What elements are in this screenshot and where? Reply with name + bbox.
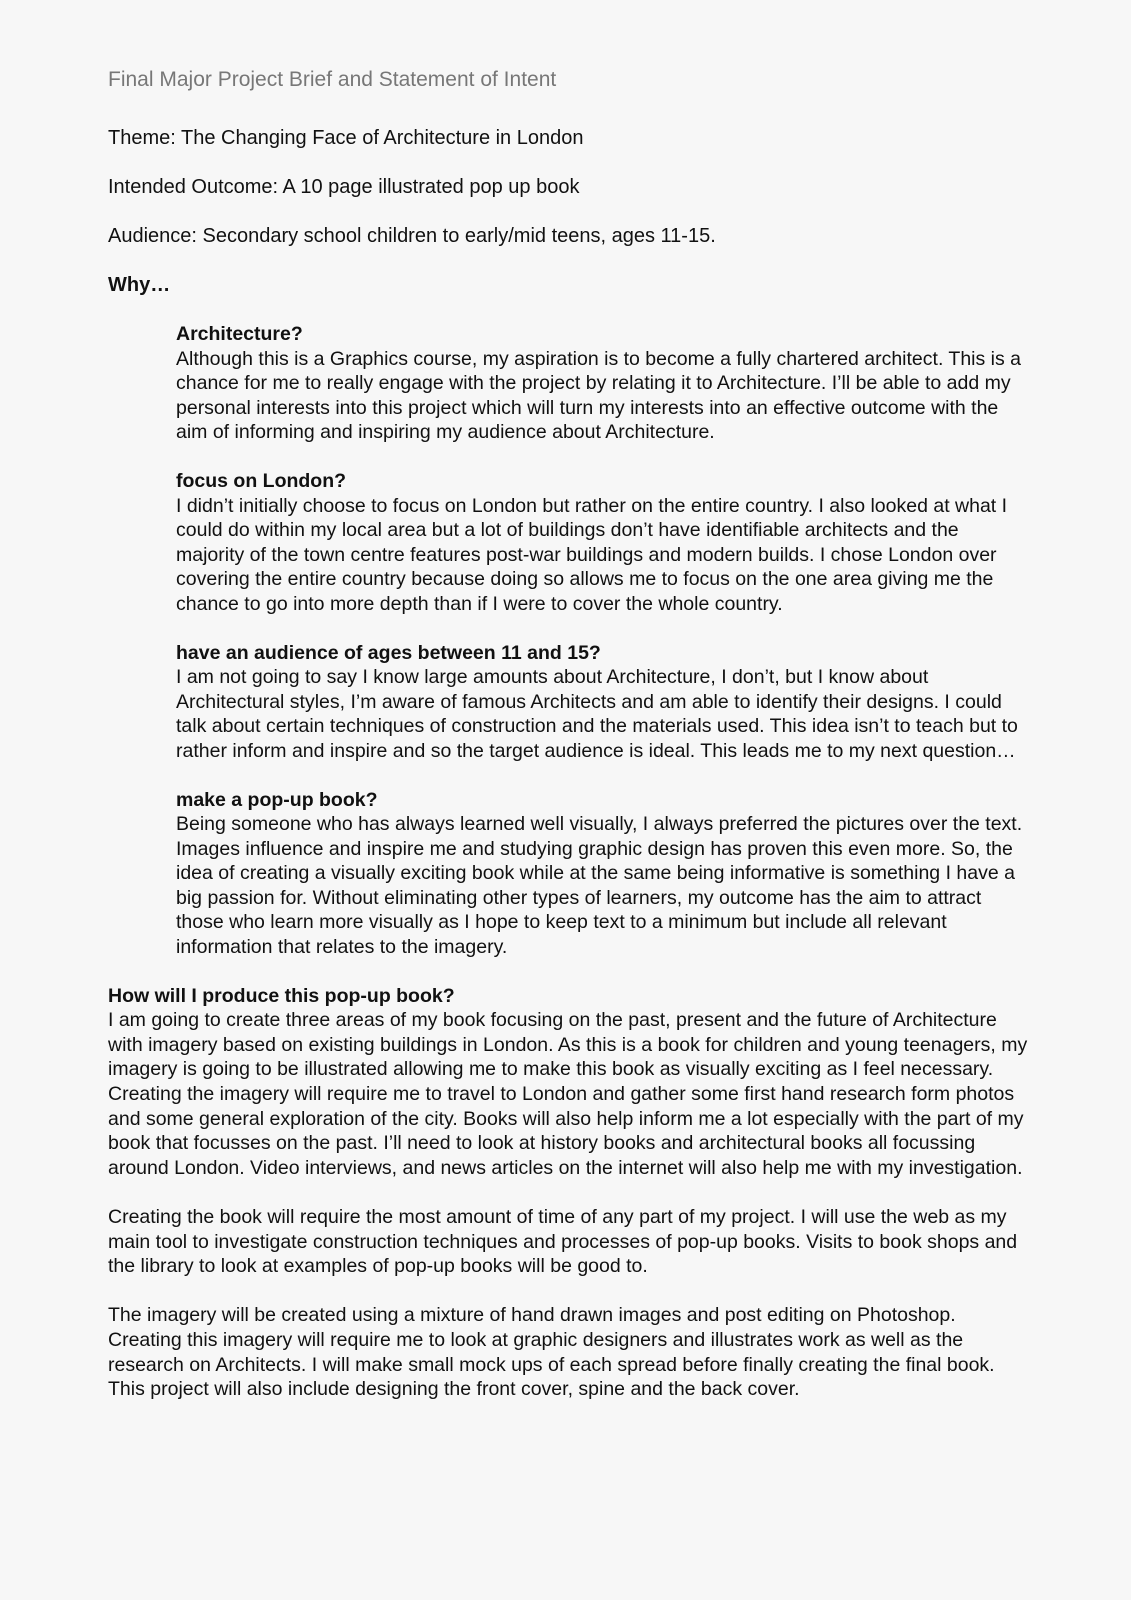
- how-paragraph: I am going to create three areas of my book focusing on the past, present and the future of Architecture with imagery based on existing buildings in London. As this is a book for children and young teenagers, my imagery is going to be illustrated allowing me to make this book as visually exciting as I feel necessary. Creating the imagery will require me to travel to London and gather some first hand research form photos and some general exploration of the city. Books will also help inform me a lot especially with the part of my book that focusses on the past. I’ll need to look at history books and architectural books all focussing around London. Video interviews, and news articles on the internet will also help me with my investigation.: [108, 1009, 1028, 1179]
- why-question: Architecture?: [176, 323, 303, 345]
- why-question: have an audience of ages between 11 and 15?: [176, 641, 601, 664]
- why-item: [176, 322, 1028, 445]
- why-list: [176, 322, 1028, 960]
- why-answer: Although this is a Graphics course, my aspiration is to become a fully chartered architect. This is a chance for me to really engage with the project by relating it to Architecture. I’ll be able to add my personal interests into this project which will turn my interests into an effective outcome with the aim of informing and inspiring my audience about Architecture.: [176, 347, 1022, 444]
- how-heading: How will I produce this pop-up book?: [108, 984, 455, 1007]
- theme-line: Theme: The Changing Face of Architecture in London: [108, 127, 584, 149]
- document-title: Final Major Project Brief and Statement of Intent: [108, 68, 557, 91]
- why-item: [176, 641, 1028, 764]
- why-question: focus on London?: [176, 469, 347, 492]
- why-heading: Why…: [108, 274, 171, 296]
- why-answer: I am not going to say I know large amounts about Architecture, I don’t, but I know about Architectural styles, I’m aware of famous Architects and am able to identify their designs. I could talk about certain techniques of construction and the materials used. This idea isn’t to teach but to rather inform and inspire and so the target audience is ideal. This leads me to my next question…: [176, 666, 1018, 762]
- how-paragraph: Creating the book will require the most amount of time of any part of my project. I will use the web as my main tool to investigate construction techniques and processes of pop-up books. Visits to book shops and the library to look at examples of pop-up books will be good to.: [108, 1206, 1018, 1278]
- document-page: [108, 64, 1028, 1426]
- intended-outcome-line: Intended Outcome: A 10 page illustrated pop up book: [108, 176, 580, 198]
- why-question: make a pop-up book?: [176, 788, 378, 811]
- how-section: [108, 984, 1028, 1402]
- audience-line: Audience: Secondary school children to early/mid teens, ages 11-15.: [108, 225, 716, 247]
- how-paragraph: The imagery will be created using a mixture of hand drawn images and post editing on Photoshop. Creating this imagery will require me to look at graphic designers and illustrates work as well as the research on Architects. I will make small mock ups of each spread before finally creating the final book. This project will also include designing the front cover, spine and the back cover.: [108, 1304, 995, 1401]
- why-answer: I didn’t initially choose to focus on London but rather on the entire country. I also looked at what I could do within my local area but a lot of buildings don’t have identifiable architects and the majority of the town centre features post-war buildings and modern builds. I chose London over covering the entire country because doing so allows me to focus on the one area giving me the chance to go into more depth than if I were to cover the whole country.: [176, 494, 1008, 615]
- why-answer: Being someone who has always learned well visually, I always preferred the pictures over the text. Images influence and inspire me and studying graphic design has proven this even more. So, the idea of creating a visually exciting book while at the same being informative is something I have a big passion for. Without eliminating other types of learners, my outcome has the aim to attract those who learn more visually as I hope to keep text to a minimum but include all relevant information that relates to the imagery.: [176, 813, 1023, 959]
- why-item: [176, 788, 1028, 960]
- why-item: [176, 469, 1028, 617]
